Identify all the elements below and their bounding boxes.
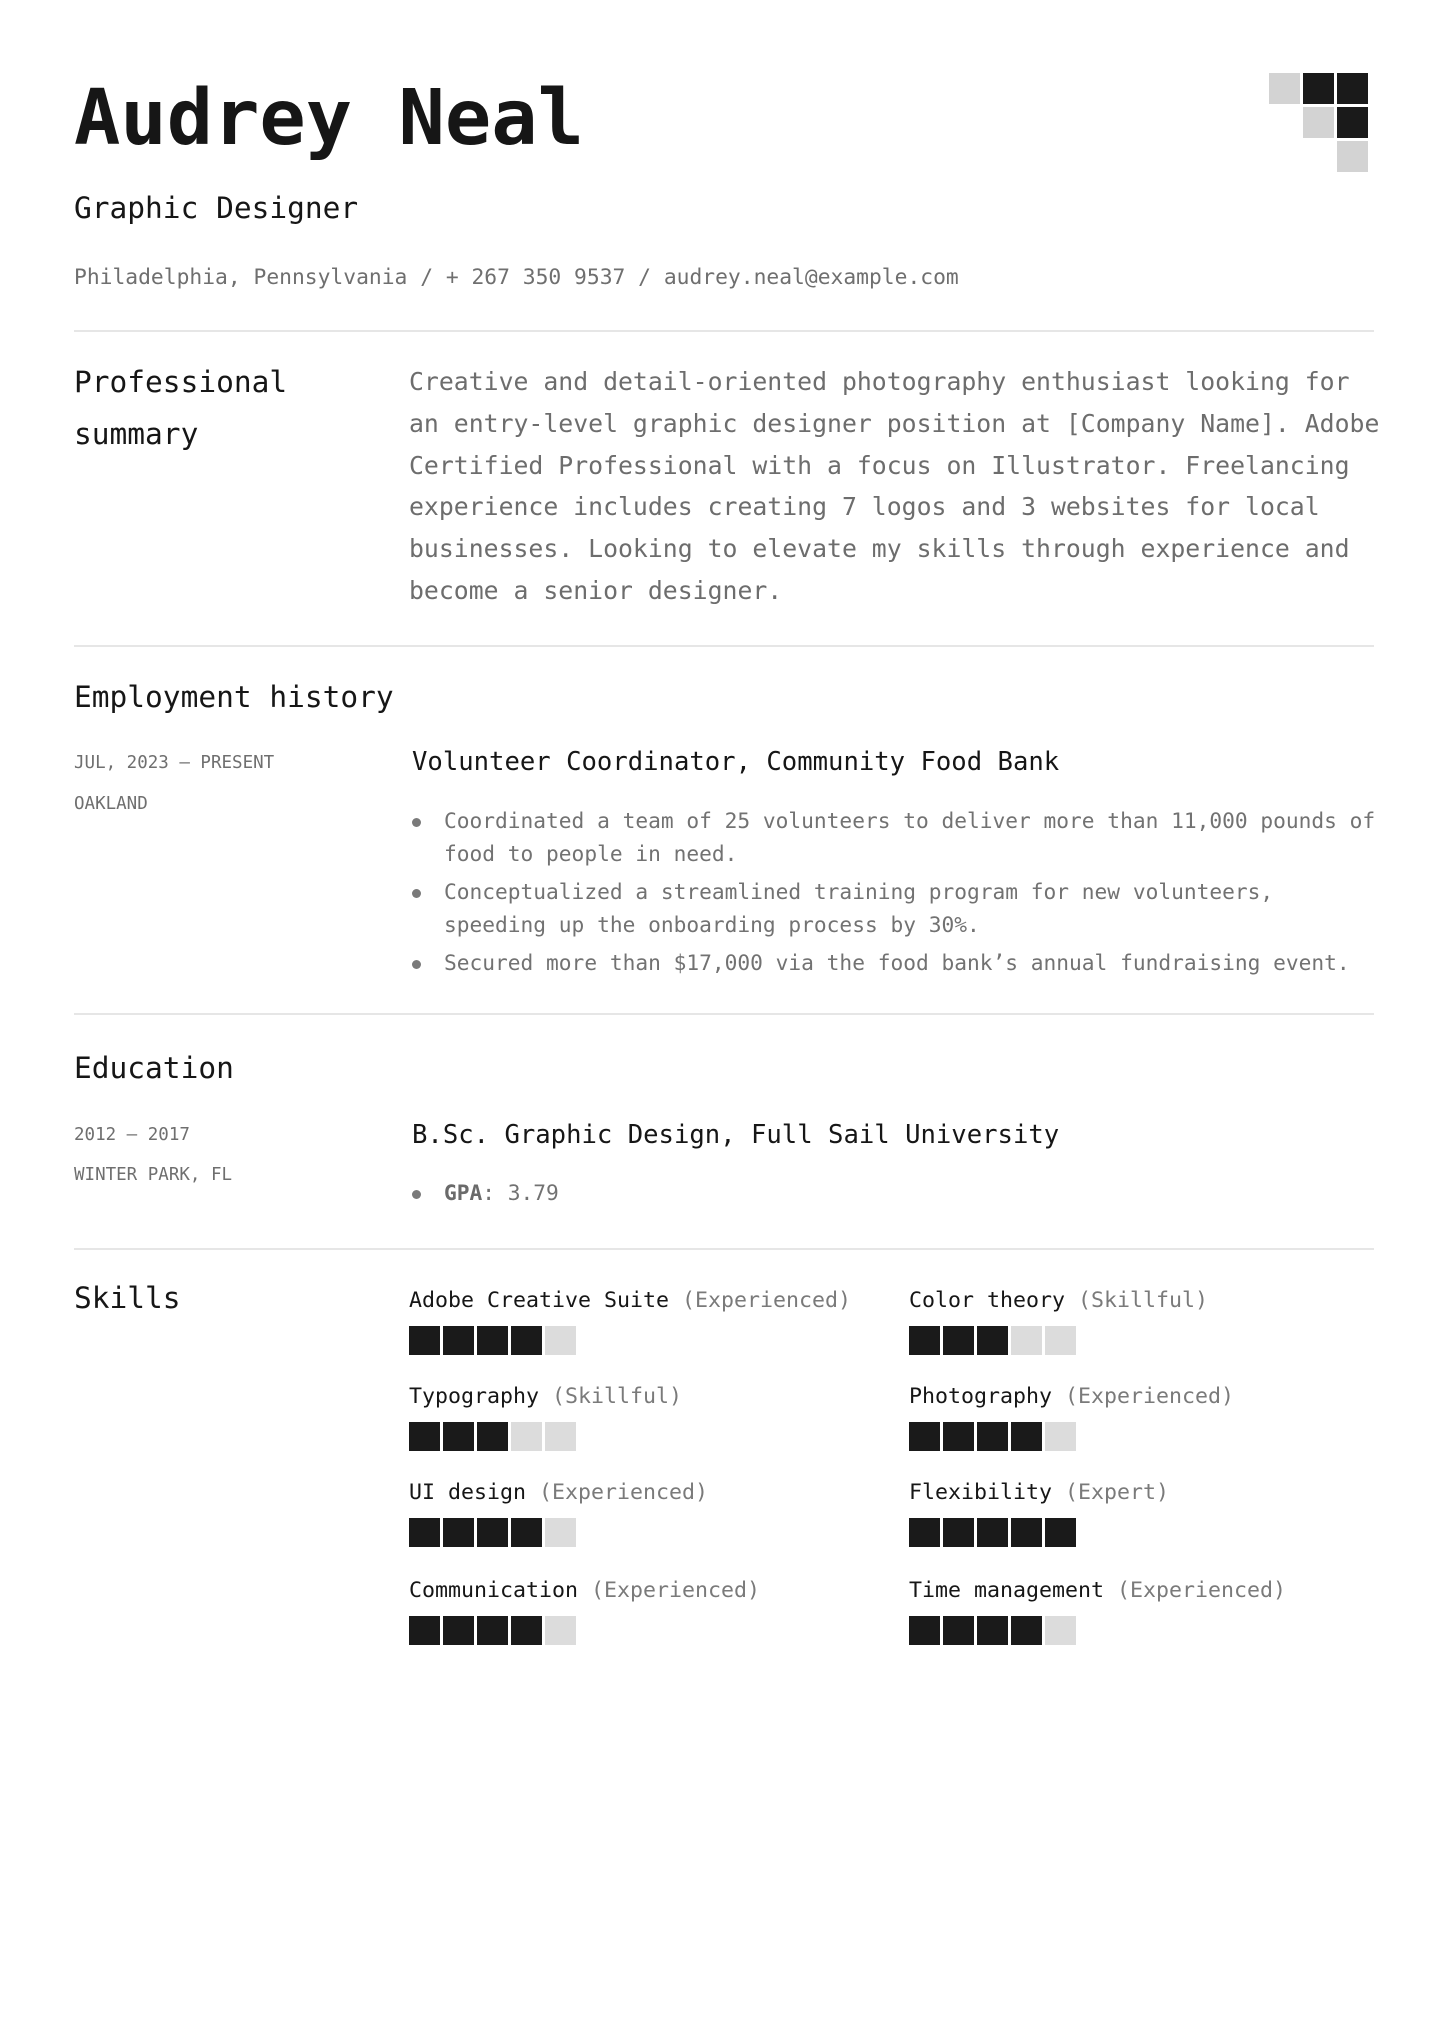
skill-level-label: (Experienced) <box>1104 1578 1287 1603</box>
skill-block-empty <box>545 1422 576 1451</box>
skill-name: Time management <box>909 1578 1105 1603</box>
skill-block-empty <box>545 1616 576 1645</box>
section-heading-summary <box>74 356 287 460</box>
skill-label <box>409 1479 889 1507</box>
heading-line: Professional <box>74 365 288 399</box>
skill-name: Photography <box>909 1384 1053 1409</box>
skill-level-label: (Experienced) <box>578 1578 761 1603</box>
skill-label <box>909 1287 1389 1315</box>
skill-block-filled <box>909 1422 940 1451</box>
skill-level-label: (Skillful) <box>1065 1288 1209 1313</box>
skill-label <box>409 1383 889 1411</box>
skill-block-filled <box>943 1326 974 1355</box>
bullet-icon <box>412 889 421 898</box>
skill-block-filled <box>1011 1616 1042 1645</box>
education-title: B.Sc. Graphic Design, Full Sail University <box>412 1120 1060 1150</box>
logo-square <box>1269 73 1300 104</box>
skill-block-filled <box>1011 1518 1042 1547</box>
skill-label <box>909 1577 1389 1605</box>
skill-name: UI design <box>409 1480 527 1505</box>
bullet-text: Coordinated a team of 25 volunteers to deliver more than 11,000 pounds of food to people in need. <box>444 808 1376 866</box>
logo-square <box>1337 73 1368 104</box>
employment-dates: JUL, 2023 – PRESENT <box>74 753 275 773</box>
skill-block-filled <box>1011 1422 1042 1451</box>
skill-level-bar <box>409 1518 889 1547</box>
contact-separator: / <box>407 265 446 290</box>
skill-level-bar <box>909 1422 1389 1451</box>
heading-line: summary <box>74 417 199 451</box>
candidate-name: Audrey Neal <box>74 74 584 163</box>
contact-location: Philadelphia, Pennsylvania <box>74 265 408 290</box>
list-item <box>412 805 1382 870</box>
skill-level-bar <box>909 1518 1389 1547</box>
skill-block-filled <box>909 1616 940 1645</box>
section-heading-education: Education <box>74 1051 234 1085</box>
skill-level-bar <box>409 1326 889 1355</box>
skill-level-label: (Experienced) <box>669 1288 852 1313</box>
bullet-text: Conceptualized a streamlined training program for new volunteers, speeding up the onboarding process by 30%. <box>444 879 1274 937</box>
contact-phone[interactable]: + 267 350 9537 <box>445 265 626 290</box>
skill-block-filled <box>1045 1518 1076 1547</box>
skill-block-filled <box>443 1422 474 1451</box>
skill-label <box>409 1577 889 1605</box>
skill-block-empty <box>545 1326 576 1355</box>
divider <box>74 1248 1374 1250</box>
bullet-text: Secured more than $17,000 via the food bank’s annual fundraising event. <box>444 950 1350 975</box>
job-title: Graphic Designer <box>74 191 359 225</box>
logo-square <box>1303 107 1334 138</box>
skill-level-bar <box>409 1616 889 1645</box>
skill-block-filled <box>409 1518 440 1547</box>
logo-square <box>1337 107 1368 138</box>
list-item <box>412 1177 1382 1210</box>
contact-separator: / <box>625 265 664 290</box>
skill-block-filled <box>409 1616 440 1645</box>
skill-label <box>409 1287 889 1315</box>
gpa-value: : 3.79 <box>482 1180 559 1205</box>
skill-level-bar <box>409 1422 889 1451</box>
skill-block-empty <box>1011 1326 1042 1355</box>
skill-block-filled <box>977 1518 1008 1547</box>
skill-level-label: (Experienced) <box>526 1480 709 1505</box>
skill-block-empty <box>545 1518 576 1547</box>
logo-square <box>1303 73 1334 104</box>
skill-block-filled <box>511 1326 542 1355</box>
skill-block-filled <box>943 1616 974 1645</box>
skill-level-label: (Skillful) <box>539 1384 683 1409</box>
skill-block-filled <box>977 1326 1008 1355</box>
education-bullets <box>412 1177 1382 1216</box>
bullet-icon <box>412 818 421 827</box>
skill-label <box>909 1479 1389 1507</box>
employment-bullets <box>412 805 1382 986</box>
skill-block-filled <box>943 1422 974 1451</box>
skill-block-filled <box>909 1518 940 1547</box>
skill-level-label: (Expert) <box>1052 1480 1170 1505</box>
skill-block-empty <box>1045 1326 1076 1355</box>
summary-text: Creative and detail-oriented photography enthusiast looking for an entry-level graphic designer position at [Company Name]. Adobe Certified Professional with a focus on Illustrator. Freelancing experience includes creating 7 logos and 3 websites for local businesses. Looking to elevate my skills through experience and become a senior designer. <box>409 367 1380 605</box>
employment-title: Volunteer Coordinator, Community Food Bank <box>412 747 1060 777</box>
skill-item <box>909 1577 1389 1645</box>
skill-item <box>409 1287 889 1355</box>
skill-level-bar <box>909 1616 1389 1645</box>
skill-block-filled <box>409 1422 440 1451</box>
contact-email[interactable]: audrey.neal@example.com <box>663 265 959 290</box>
skill-item <box>409 1383 889 1451</box>
skill-level-label: (Experienced) <box>1052 1384 1235 1409</box>
education-location: WINTER PARK, FL <box>74 1165 233 1185</box>
skill-block-filled <box>977 1616 1008 1645</box>
bullet-icon <box>412 960 421 969</box>
skill-item <box>409 1479 889 1547</box>
skill-block-filled <box>977 1422 1008 1451</box>
skill-item <box>409 1577 889 1645</box>
skill-block-filled <box>443 1616 474 1645</box>
employment-location: OAKLAND <box>74 794 148 814</box>
skill-block-filled <box>409 1326 440 1355</box>
skill-block-empty <box>1045 1422 1076 1451</box>
skill-name: Typography <box>409 1384 540 1409</box>
skill-name: Communication <box>409 1578 579 1603</box>
divider <box>74 645 1374 647</box>
skill-block-filled <box>477 1518 508 1547</box>
education-dates: 2012 – 2017 <box>74 1125 190 1145</box>
section-heading-employment: Employment history <box>74 680 394 714</box>
skill-level-bar <box>909 1326 1389 1355</box>
section-heading-skills: Skills <box>74 1281 181 1315</box>
skill-item <box>909 1479 1389 1547</box>
list-item <box>412 876 1382 941</box>
divider <box>74 1013 1374 1015</box>
gpa-label: GPA <box>444 1180 483 1205</box>
skill-label <box>909 1383 1389 1411</box>
skill-block-filled <box>477 1422 508 1451</box>
skill-block-filled <box>909 1326 940 1355</box>
skill-name: Color theory <box>909 1288 1066 1313</box>
bullet-icon <box>412 1190 421 1199</box>
contact-line <box>74 264 959 292</box>
skill-block-filled <box>943 1518 974 1547</box>
skill-block-empty <box>511 1422 542 1451</box>
skill-name: Adobe Creative Suite <box>409 1288 670 1313</box>
skill-block-filled <box>477 1326 508 1355</box>
skill-block-filled <box>443 1326 474 1355</box>
skill-name: Flexibility <box>909 1480 1053 1505</box>
logo-icon <box>1269 73 1369 173</box>
logo-square <box>1337 141 1368 172</box>
divider <box>74 330 1374 332</box>
skill-block-filled <box>511 1518 542 1547</box>
skill-item <box>909 1287 1389 1355</box>
list-item <box>412 947 1382 980</box>
skill-block-filled <box>477 1616 508 1645</box>
skill-item <box>909 1383 1389 1451</box>
skill-block-filled <box>511 1616 542 1645</box>
skill-block-filled <box>443 1518 474 1547</box>
skill-block-empty <box>1045 1616 1076 1645</box>
